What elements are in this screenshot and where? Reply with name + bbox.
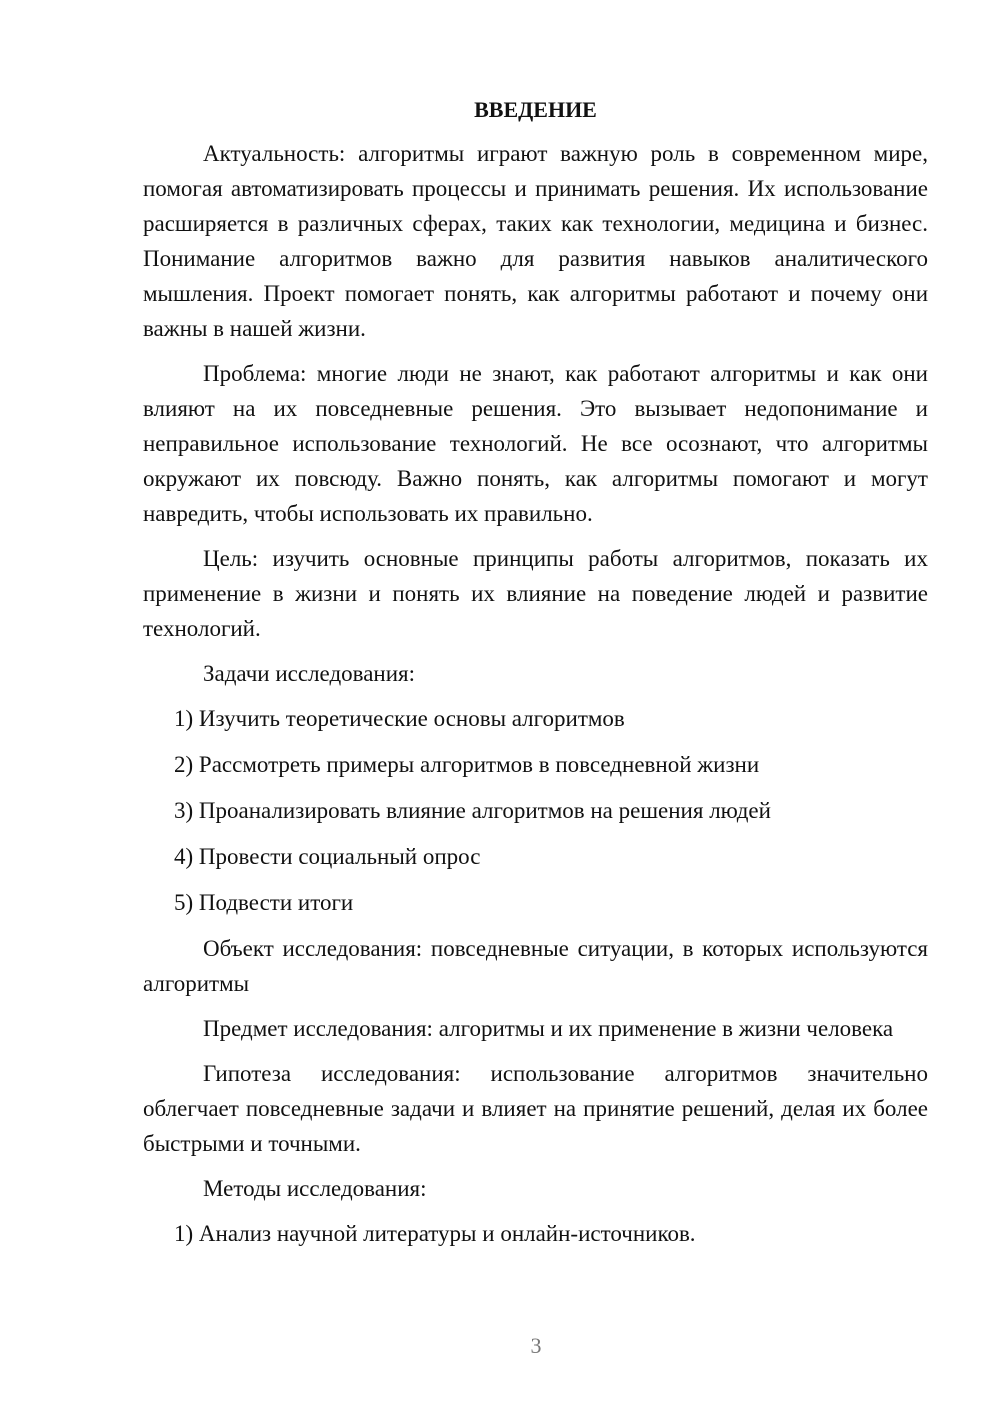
subject-paragraph: Предмет исследования: алгоритмы и их применение в жизни человека [203, 1016, 894, 1041]
method-item-1: 1) Анализ научной литературы и онлайн-источников. [174, 1221, 696, 1246]
goal-paragraph: Цель: изучить основные принципы работы алгоритмов, показать их применение в жизни и понять их влияние на поведение людей и развитие технологий. [143, 546, 928, 641]
task-item-1: 1) Изучить теоретические основы алгоритмов [174, 706, 625, 731]
section-title: ВВЕДЕНИЕ [474, 97, 597, 122]
task-item-2: 2) Рассмотреть примеры алгоритмов в повседневной жизни [174, 752, 760, 777]
task-item-5: 5) Подвести итоги [174, 890, 354, 915]
task-item-4: 4) Провести социальный опрос [174, 844, 481, 869]
problem-paragraph: Проблема: многие люди не знают, как работают алгоритмы и как они влияют на их повседневные решения. Это вызывает недопонимание и неправильное использование технологий. Не все осознают, что алгоритмы окружают их повсюду. Важно понять, как алгоритмы помогают и могут навредить, чтобы использовать их правильно. [143, 361, 928, 526]
task-item-3: 3) Проанализировать влияние алгоритмов на решения людей [174, 798, 771, 823]
page-number: 3 [530, 1333, 542, 1358]
hypothesis-paragraph: Гипотеза исследования: использование алгоритмов значительно облегчает повседневные задачи и влияет на принятие решений, делая их более быстрыми и точными. [143, 1061, 928, 1156]
methods-heading: Методы исследования: [203, 1176, 427, 1201]
page-content [143, 95, 928, 1262]
tasks-heading: Задачи исследования: [203, 661, 416, 686]
relevance-paragraph: Актуальность: алгоритмы играют важную роль в современном мире, помогая автоматизировать процессы и принимать решения. Их использование расширяется в различных сферах, таких как технологии, медицина и бизнес. Понимание алгоритмов важно для развития навыков аналитического мышления. Проект помогает понять, как алгоритмы работают и почему они важны в нашей жизни. [143, 141, 928, 341]
object-paragraph: Объект исследования: повседневные ситуации, в которых используются алгоритмы [143, 936, 928, 996]
